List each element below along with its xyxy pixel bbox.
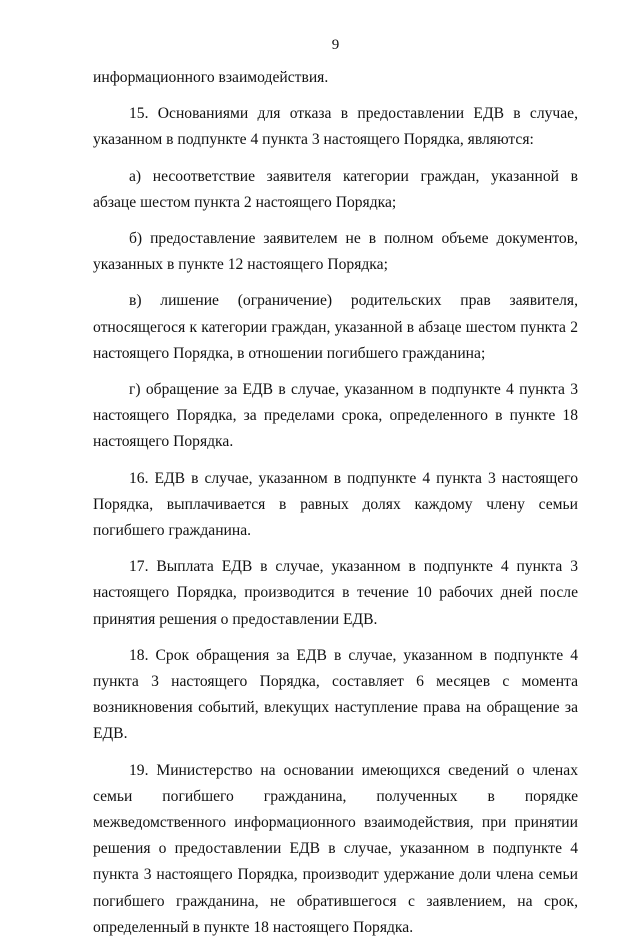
paragraph-item-17: 17. Выплата ЕДВ в случае, указанном в подпункте 4 пункта 3 настоящего Порядка, производится в течение 10 рабочих дней после принятия решения о предоставлении ЕДВ. <box>93 558 578 628</box>
paragraph-item-15g: г) обращение за ЕДВ в случае, указанном в подпункте 4 пункта 3 настоящего Порядка, за пределами срока, определенного в пункте 18 настоящего Порядка. <box>93 381 578 451</box>
paragraph-item-16: 16. ЕДВ в случае, указанном в подпункте 4 пункта 3 настоящего Порядка, выплачивается в равных долях каждому члену семьи погибшего гражданина. <box>93 469 578 540</box>
paragraph-item-15: 15. Основаниями для отказа в предоставлении ЕДВ в случае, указанном в подпункте 4 пункта 3 настоящего Порядка, являются: <box>93 105 578 149</box>
page-number: 9 <box>331 37 340 53</box>
paragraph-continuation: информационного взаимодействия. <box>93 69 329 86</box>
paragraph-item-15a: а) несоответствие заявителя категории граждан, указанной в абзаце шестом пункта 2 настоящего Порядка; <box>93 167 578 211</box>
paragraph-item-15v: в) лишение (ограничение) родительских прав заявителя, относящегося к категории граждан, указанной в абзаце шестом пункта 2 настоящего Порядка, в отношении погибшего гражданина; <box>93 292 578 362</box>
paragraph-item-15b: б) предоставление заявителем не в полном объеме документов, указанных в пункте 12 настоящего Порядка; <box>93 230 578 274</box>
document-body <box>93 65 578 941</box>
paragraph-item-18: 18. Срок обращения за ЕДВ в случае, указанном в подпункте 4 пункта 3 настоящего Порядка, составляет 6 месяцев с момента возникновения событий, влекущих наступление права на обращение за ЕДВ. <box>93 646 578 743</box>
paragraph-item-19: 19. Министерство на основании имеющихся сведений о членах семьи погибшего гражданина, полученных в порядке межведомственного информационного взаимодействия, при принятии решения о предоставлении ЕДВ в случае, указанном в подпункте 4 пункта 3 настоящего Порядка, производит удержание доли члена семьи погибшего гражданина, не обратившегося с заявлением, на срок, определенный в пункте 18 настоящего Порядка. <box>93 761 578 936</box>
